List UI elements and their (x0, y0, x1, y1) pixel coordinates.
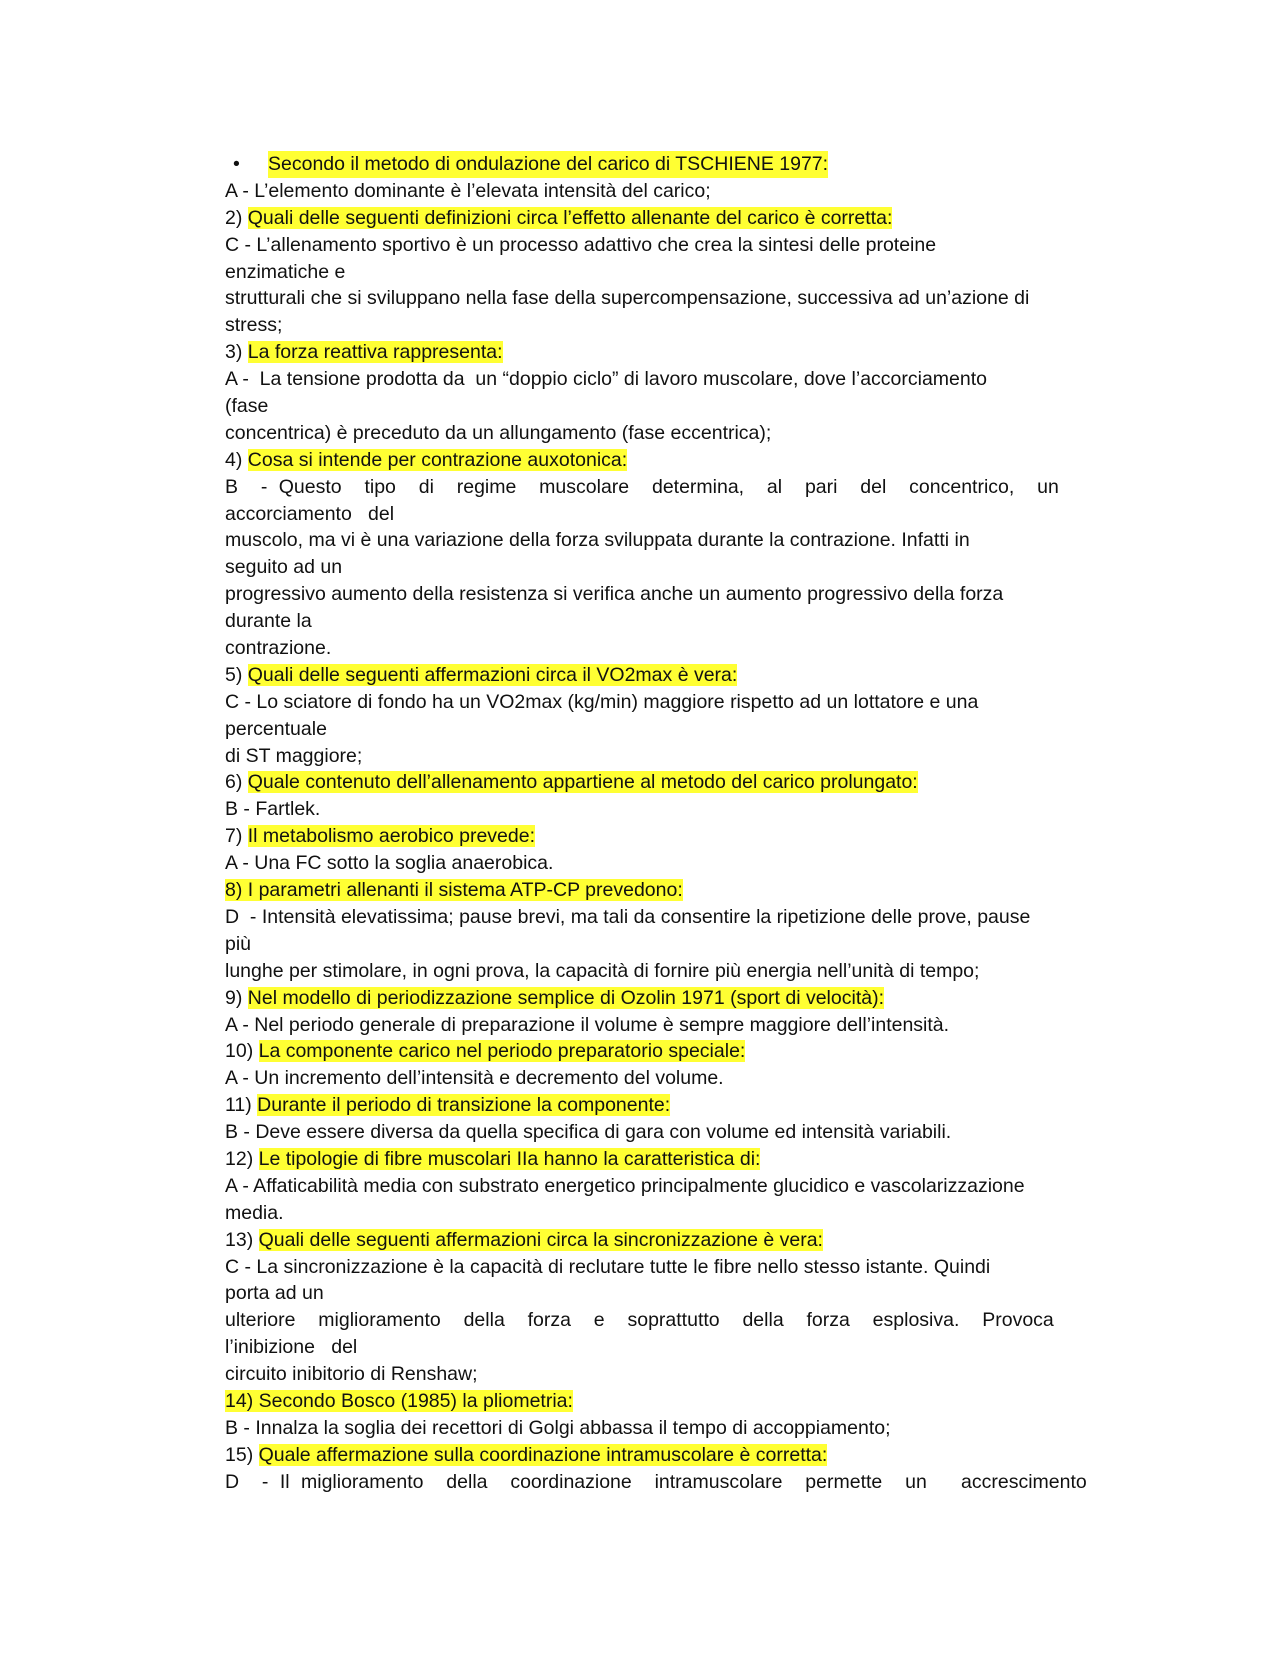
answer-line (225, 904, 1095, 931)
answer-text: muscolo, ma vi è una variazione della forza sviluppata durante la contrazione. Infatti in (225, 529, 970, 552)
answer-line (225, 1469, 1095, 1496)
answer-line (225, 420, 1095, 447)
question-line (225, 1442, 1095, 1469)
question-line (225, 205, 1095, 232)
answer-line (225, 850, 1095, 877)
answer-text: D - Il miglioramento della coordinazione intramuscolare permette un accrescimento (225, 1470, 1087, 1493)
question-number: 3) (225, 341, 248, 364)
answer-text: A - L’elemento dominante è l’elevata intensità del carico; (225, 179, 711, 202)
question-line (225, 823, 1095, 850)
answer-text: media. (225, 1201, 284, 1224)
answer-line (225, 716, 1095, 743)
answer-line (225, 796, 1095, 823)
answer-text: (fase (225, 395, 269, 418)
answer-text: A - Un incremento dell’intensità e decremento del volume. (225, 1067, 724, 1090)
answer-line (225, 1254, 1095, 1281)
answer-line (225, 1119, 1095, 1146)
question-text-highlighted: Le tipologie di fibre muscolari IIa hanno la caratteristica di: (258, 1147, 761, 1170)
question-text-highlighted: Quale affermazione sulla coordinazione intramuscolare è corretta: (258, 1443, 828, 1466)
answer-line (225, 178, 1095, 205)
question-text-highlighted: 14) Secondo Bosco (1985) la pliometria: (225, 1389, 573, 1412)
question-text-highlighted: Quali delle seguenti affermazioni circa il VO2max è vera: (247, 663, 738, 686)
question-text-highlighted: La componente carico nel periodo preparatorio speciale: (258, 1040, 746, 1063)
answer-line (225, 501, 1095, 528)
answer-line (225, 581, 1095, 608)
answer-line (225, 743, 1095, 770)
answer-line (225, 1173, 1095, 1200)
answer-text: A - La tensione prodotta da un “doppio ciclo” di lavoro muscolare, dove l’accorciamento (225, 368, 988, 391)
answer-text: C - L’allenamento sportivo è un processo adattivo che crea la sintesi delle proteine (225, 233, 937, 256)
answer-line (225, 232, 1095, 259)
question-line (225, 769, 1095, 796)
question-line (225, 662, 1095, 689)
answer-text: progressivo aumento della resistenza si verifica anche un aumento progressivo della forza (225, 583, 1004, 606)
question-number: 15) (225, 1443, 259, 1466)
answer-text: porta ad un (225, 1282, 324, 1305)
answer-text: B - Innalza la soglia dei recettori di Golgi abbassa il tempo di accoppiamento; (225, 1416, 891, 1439)
answer-line (225, 1280, 1095, 1307)
answer-line (225, 554, 1095, 581)
question-text-highlighted: Quali delle seguenti affermazioni circa la sincronizzazione è vera: (258, 1228, 823, 1251)
question-number: 10) (225, 1040, 259, 1063)
question-number: 11) (225, 1094, 258, 1117)
answer-line (225, 527, 1095, 554)
question-line (225, 985, 1095, 1012)
question-text-highlighted: La forza reattiva rappresenta: (247, 341, 503, 364)
answer-text: ulteriore miglioramento della forza e soprattutto della forza esplosiva. Provoca (225, 1309, 1054, 1332)
answer-text: stress; (225, 314, 283, 337)
answer-text: seguito ad un (225, 556, 343, 579)
question-line (225, 1092, 1095, 1119)
answer-text: A - Affaticabilità media con substrato energetico principalmente glucidico e vascolarizzazione (225, 1174, 1025, 1197)
answer-line (225, 635, 1095, 662)
answer-line (225, 608, 1095, 635)
answer-line (225, 689, 1095, 716)
answer-text: C - La sincronizzazione è la capacità di reclutare tutte le fibre nello stesso istante. Quindi (225, 1255, 991, 1278)
answer-text: strutturali che si sviluppano nella fase della supercompensazione, successiva ad un’azione di (225, 287, 1030, 310)
answer-text: accorciamento del (225, 502, 395, 525)
bullet-question-line (225, 151, 1095, 178)
question-line (225, 447, 1095, 474)
question-number: 5) (225, 663, 248, 686)
question-text-highlighted: Durante il periodo di transizione la componente: (257, 1094, 671, 1117)
question-text-highlighted: Secondo il metodo di ondulazione del carico di TSCHIENE 1977: (268, 151, 828, 178)
question-text-highlighted: Nel modello di periodizzazione semplice di Ozolin 1971 (sport di velocità): (247, 986, 884, 1009)
answer-line (225, 285, 1095, 312)
answer-line (225, 1200, 1095, 1227)
answer-line (225, 1065, 1095, 1092)
question-line (225, 1146, 1095, 1173)
answer-line (225, 366, 1095, 393)
answer-text: B - Fartlek. (225, 798, 321, 821)
question-number: 4) (225, 448, 248, 471)
answer-text: percentuale (225, 717, 327, 740)
answer-line (225, 1307, 1095, 1334)
question-text-highlighted: Il metabolismo aerobico prevede: (247, 825, 536, 848)
answer-line (225, 474, 1095, 501)
answer-line (225, 958, 1095, 985)
answer-text: contrazione. (225, 637, 332, 660)
question-number: 9) (225, 986, 248, 1009)
bullet-icon: • (233, 153, 240, 175)
answer-text: concentrica) è preceduto da un allungamento (fase eccentrica); (225, 421, 772, 444)
answer-text: B - Questo tipo di regime muscolare determina, al pari del concentrico, un (225, 475, 1059, 498)
question-text-highlighted: 8) I parametri allenanti il sistema ATP-CP prevedono: (225, 879, 683, 902)
answer-line (225, 1361, 1095, 1388)
answer-line (225, 1012, 1095, 1039)
question-number: 13) (225, 1228, 259, 1251)
question-text-highlighted: Cosa si intende per contrazione auxotonica: (247, 448, 628, 471)
answer-text: D - Intensità elevatissima; pause brevi, ma tali da consentire la ripetizione delle prove, pause (225, 905, 1031, 928)
answer-line (225, 259, 1095, 286)
answer-line (225, 1415, 1095, 1442)
question-line (225, 1038, 1095, 1065)
question-line (225, 1388, 1095, 1415)
answer-text: A - Una FC sotto la soglia anaerobica. (225, 852, 554, 875)
question-number: 6) (225, 771, 248, 794)
answer-text: circuito inibitorio di Renshaw; (225, 1363, 478, 1386)
answer-text: enzimatiche e (225, 260, 346, 283)
answer-line (225, 312, 1095, 339)
answer-text: lunghe per stimolare, in ogni prova, la capacità di fornire più energia nell’unità di tempo; (225, 959, 980, 982)
answer-text: più (225, 932, 252, 955)
question-text-highlighted: Quali delle seguenti definizioni circa l’effetto allenante del carico è corretta: (247, 206, 893, 229)
question-line (225, 339, 1095, 366)
answer-line (225, 393, 1095, 420)
answer-text: C - Lo sciatore di fondo ha un VO2max (kg/min) maggiore rispetto ad un lottatore e una (225, 690, 979, 713)
document-page (225, 151, 1095, 1496)
question-number: 7) (225, 825, 248, 848)
answer-text: di ST maggiore; (225, 744, 363, 767)
answer-line (225, 931, 1095, 958)
answer-text: A - Nel periodo generale di preparazione il volume è sempre maggiore dell’intensità. (225, 1013, 950, 1036)
question-number: 2) (225, 206, 248, 229)
question-line (225, 1227, 1095, 1254)
answer-text: durante la (225, 610, 312, 633)
answer-line (225, 1334, 1095, 1361)
question-text-highlighted: Quale contenuto dell’allenamento appartiene al metodo del carico prolungato: (247, 771, 918, 794)
question-number: 12) (225, 1147, 259, 1170)
answer-text: l’inibizione del (225, 1336, 358, 1359)
answer-text: B - Deve essere diversa da quella specifica di gara con volume ed intensità variabili. (225, 1121, 952, 1144)
question-line (225, 877, 1095, 904)
